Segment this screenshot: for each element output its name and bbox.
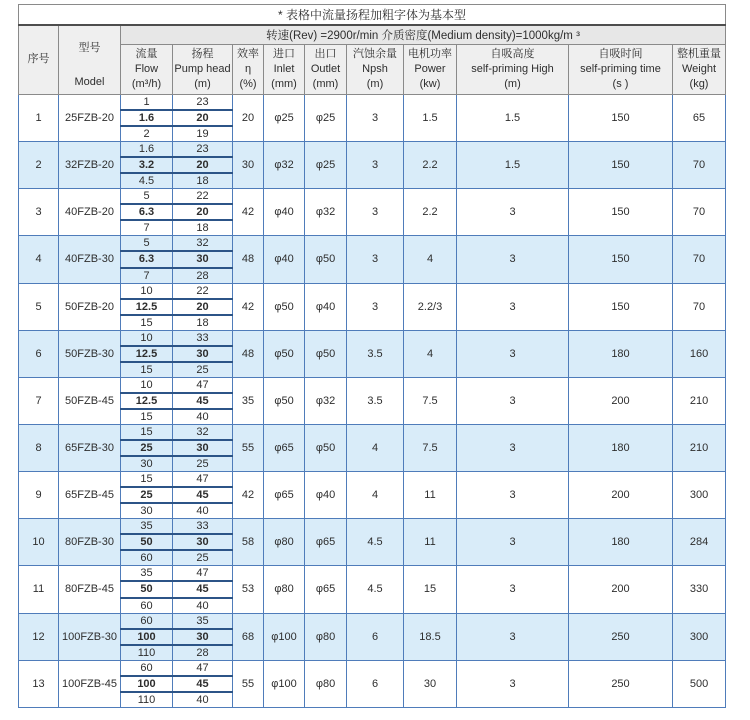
flow-cell: 100 <box>121 676 173 692</box>
priming-time-cell: 150 <box>569 189 673 236</box>
head-cell: 28 <box>173 268 233 284</box>
head-cell: 25 <box>173 456 233 472</box>
table-row <box>19 189 726 205</box>
table-row <box>19 613 726 629</box>
flow-cell: 7 <box>121 268 173 284</box>
model-cell: 65FZB-45 <box>59 472 121 519</box>
table-row <box>19 95 726 111</box>
efficiency-cell: 42 <box>233 472 264 519</box>
flow-cell: 1.6 <box>121 142 173 158</box>
head-cell: 30 <box>173 346 233 362</box>
inlet-cell: φ25 <box>264 95 305 142</box>
col-header-outlet-unit: (mm) <box>312 78 339 90</box>
priming-time-cell: 150 <box>569 236 673 283</box>
flow-cell: 12.5 <box>121 393 173 409</box>
outlet-cell: φ80 <box>305 613 347 660</box>
col-header-power-en: Power <box>414 63 446 75</box>
priming-height-cell: 1.5 <box>457 95 569 142</box>
flow-cell: 25 <box>121 487 173 503</box>
priming-height-cell: 3 <box>457 377 569 424</box>
outlet-cell: φ32 <box>305 189 347 236</box>
efficiency-cell: 42 <box>233 283 264 330</box>
inlet-cell: φ50 <box>264 377 305 424</box>
col-header-weight-unit: (kg) <box>689 78 709 90</box>
flow-cell: 3.2 <box>121 157 173 173</box>
col-header-priming-time <box>569 45 673 95</box>
col-header-no <box>19 25 59 95</box>
table-row <box>19 142 726 158</box>
inlet-cell: φ40 <box>264 236 305 283</box>
col-header-weight <box>673 45 726 95</box>
priming-height-cell: 3 <box>457 236 569 283</box>
outlet-cell: φ50 <box>305 330 347 377</box>
npsh-cell: 4 <box>347 424 404 471</box>
model-cell: 32FZB-20 <box>59 142 121 189</box>
npsh-cell: 4 <box>347 472 404 519</box>
flow-cell: 15 <box>121 424 173 440</box>
table-row <box>19 236 726 252</box>
head-cell: 47 <box>173 660 233 676</box>
outlet-cell: φ50 <box>305 424 347 471</box>
col-header-no-zh: 序号 <box>27 53 50 66</box>
efficiency-cell: 53 <box>233 566 264 613</box>
weight-cell: 330 <box>673 566 726 613</box>
inlet-cell: φ65 <box>264 424 305 471</box>
priming-height-cell: 3 <box>457 613 569 660</box>
row-number-cell: 2 <box>19 142 59 189</box>
npsh-cell: 4.5 <box>347 566 404 613</box>
head-cell: 18 <box>173 220 233 236</box>
weight-cell: 70 <box>673 283 726 330</box>
col-header-head-unit: (m) <box>194 78 211 90</box>
inlet-cell: φ100 <box>264 613 305 660</box>
col-header-head <box>173 45 233 95</box>
efficiency-cell: 68 <box>233 613 264 660</box>
head-cell: 18 <box>173 315 233 331</box>
outlet-cell: φ40 <box>305 472 347 519</box>
flow-cell: 12.5 <box>121 299 173 315</box>
flow-cell: 30 <box>121 456 173 472</box>
flow-cell: 15 <box>121 472 173 488</box>
inlet-cell: φ80 <box>264 519 305 566</box>
power-cell: 1.5 <box>404 95 457 142</box>
head-cell: 45 <box>173 393 233 409</box>
head-cell: 45 <box>173 581 233 597</box>
col-header-head-en: Pump head <box>174 63 231 75</box>
npsh-cell: 3 <box>347 142 404 189</box>
col-header-priming-height-zh: 自吸高度 <box>490 48 535 60</box>
col-header-outlet-zh: 出口 <box>314 48 337 60</box>
flow-cell: 60 <box>121 598 173 614</box>
power-cell: 11 <box>404 472 457 519</box>
row-number-cell: 4 <box>19 236 59 283</box>
outlet-cell: φ65 <box>305 519 347 566</box>
head-cell: 18 <box>173 173 233 189</box>
col-header-model <box>59 25 121 95</box>
row-number-cell: 13 <box>19 660 59 707</box>
col-header-npsh <box>347 45 404 95</box>
col-header-priming-time-zh: 自吸时间 <box>598 48 643 60</box>
model-cell: 25FZB-20 <box>59 95 121 142</box>
model-cell: 65FZB-30 <box>59 424 121 471</box>
row-number-cell: 7 <box>19 377 59 424</box>
col-header-efficiency-unit: (%) <box>239 78 257 90</box>
flow-cell: 10 <box>121 283 173 299</box>
efficiency-cell: 55 <box>233 660 264 707</box>
flow-cell: 6.3 <box>121 204 173 220</box>
inlet-cell: φ50 <box>264 283 305 330</box>
col-header-inlet <box>264 45 305 95</box>
priming-height-cell: 3 <box>457 189 569 236</box>
flow-cell: 15 <box>121 409 173 425</box>
col-header-inlet-unit: (mm) <box>271 78 297 90</box>
weight-cell: 210 <box>673 424 726 471</box>
flow-cell: 35 <box>121 566 173 582</box>
efficiency-cell: 55 <box>233 424 264 471</box>
col-header-weight-en: Weight <box>681 63 717 75</box>
col-header-npsh-en: Npsh <box>362 63 388 75</box>
model-cell: 40FZB-30 <box>59 236 121 283</box>
efficiency-cell: 20 <box>233 95 264 142</box>
head-cell: 20 <box>173 299 233 315</box>
flow-cell: 7 <box>121 220 173 236</box>
priming-height-cell: 1.5 <box>457 142 569 189</box>
model-cell: 80FZB-30 <box>59 519 121 566</box>
row-number-cell: 8 <box>19 424 59 471</box>
npsh-cell: 6 <box>347 613 404 660</box>
weight-cell: 284 <box>673 519 726 566</box>
table-row <box>19 424 726 440</box>
col-header-efficiency-zh: 效率 <box>237 48 259 60</box>
col-header-efficiency <box>233 45 264 95</box>
col-header-flow-unit: (m³/h) <box>131 78 162 90</box>
col-header-priming-height <box>457 45 569 95</box>
flow-cell: 50 <box>121 581 173 597</box>
inlet-cell: φ50 <box>264 330 305 377</box>
efficiency-cell: 58 <box>233 519 264 566</box>
priming-time-cell: 200 <box>569 566 673 613</box>
flow-cell: 35 <box>121 519 173 535</box>
flow-cell: 25 <box>121 440 173 456</box>
head-cell: 30 <box>173 629 233 645</box>
flow-cell: 5 <box>121 236 173 252</box>
npsh-cell: 3 <box>347 95 404 142</box>
efficiency-cell: 48 <box>233 330 264 377</box>
power-cell: 11 <box>404 519 457 566</box>
power-cell: 2.2/3 <box>404 283 457 330</box>
flow-cell: 12.5 <box>121 346 173 362</box>
flow-cell: 1 <box>121 95 173 111</box>
priming-height-cell: 3 <box>457 519 569 566</box>
priming-height-cell: 3 <box>457 424 569 471</box>
npsh-cell: 4.5 <box>347 519 404 566</box>
col-header-weight-zh: 整机重量 <box>677 48 721 60</box>
col-header-priming-height-unit: (m) <box>504 78 521 90</box>
table-row <box>19 519 726 535</box>
outlet-cell: φ65 <box>305 566 347 613</box>
weight-cell: 160 <box>673 330 726 377</box>
col-header-npsh-unit: (m) <box>366 78 384 90</box>
flow-cell: 4.5 <box>121 173 173 189</box>
head-cell: 45 <box>173 487 233 503</box>
flow-cell: 1.6 <box>121 110 173 126</box>
npsh-cell: 3 <box>347 236 404 283</box>
priming-height-cell: 3 <box>457 660 569 707</box>
col-header-power <box>404 45 457 95</box>
head-cell: 47 <box>173 472 233 488</box>
flow-cell: 60 <box>121 550 173 566</box>
npsh-cell: 3 <box>347 189 404 236</box>
col-header-model-zh: 型号 <box>78 41 101 54</box>
col-header-power-zh: 电机功率 <box>408 48 452 60</box>
weight-cell: 300 <box>673 613 726 660</box>
flow-cell: 60 <box>121 613 173 629</box>
head-cell: 40 <box>173 692 233 708</box>
head-cell: 23 <box>173 142 233 158</box>
head-cell: 30 <box>173 440 233 456</box>
power-cell: 30 <box>404 660 457 707</box>
priming-height-cell: 3 <box>457 283 569 330</box>
priming-time-cell: 180 <box>569 519 673 566</box>
flow-cell: 30 <box>121 503 173 519</box>
col-header-priming-height-en: self-priming High <box>471 63 554 75</box>
head-cell: 23 <box>173 95 233 111</box>
flow-cell: 10 <box>121 330 173 346</box>
power-cell: 7.5 <box>404 377 457 424</box>
head-cell: 19 <box>173 126 233 142</box>
npsh-cell: 3.5 <box>347 330 404 377</box>
power-cell: 15 <box>404 566 457 613</box>
col-header-inlet-en: Inlet <box>273 63 295 75</box>
col-header-model-en: Model <box>74 76 105 88</box>
priming-time-cell: 200 <box>569 377 673 424</box>
outlet-cell: φ25 <box>305 142 347 189</box>
row-number-cell: 3 <box>19 189 59 236</box>
priming-time-cell: 150 <box>569 95 673 142</box>
flow-cell: 2 <box>121 126 173 142</box>
head-cell: 40 <box>173 598 233 614</box>
rev-density-note: 转速(Rev) =2900r/min 介质密度(Medium density)=1000kg/m ³ <box>121 25 726 45</box>
weight-cell: 65 <box>673 95 726 142</box>
weight-cell: 210 <box>673 377 726 424</box>
row-number-cell: 6 <box>19 330 59 377</box>
model-cell: 50FZB-30 <box>59 330 121 377</box>
flow-cell: 6.3 <box>121 251 173 267</box>
head-cell: 32 <box>173 236 233 252</box>
flow-cell: 15 <box>121 315 173 331</box>
inlet-cell: φ100 <box>264 660 305 707</box>
priming-time-cell: 150 <box>569 283 673 330</box>
head-cell: 45 <box>173 676 233 692</box>
table-body <box>19 95 726 708</box>
head-cell: 47 <box>173 566 233 582</box>
priming-time-cell: 180 <box>569 330 673 377</box>
row-number-cell: 9 <box>19 472 59 519</box>
outlet-cell: φ32 <box>305 377 347 424</box>
table-title: * 表格中流量扬程加粗字体为基本型 <box>19 5 726 25</box>
row-number-cell: 11 <box>19 566 59 613</box>
table-row <box>19 660 726 676</box>
row-number-cell: 10 <box>19 519 59 566</box>
table-header <box>19 5 726 95</box>
npsh-cell: 6 <box>347 660 404 707</box>
head-cell: 40 <box>173 503 233 519</box>
inlet-cell: φ40 <box>264 189 305 236</box>
power-cell: 4 <box>404 236 457 283</box>
head-cell: 35 <box>173 613 233 629</box>
head-cell: 20 <box>173 110 233 126</box>
weight-cell: 70 <box>673 189 726 236</box>
model-cell: 50FZB-20 <box>59 283 121 330</box>
model-cell: 100FZB-30 <box>59 613 121 660</box>
head-cell: 22 <box>173 283 233 299</box>
outlet-cell: φ25 <box>305 95 347 142</box>
col-header-priming-time-unit: (s ) <box>612 78 629 90</box>
priming-time-cell: 250 <box>569 613 673 660</box>
npsh-cell: 3 <box>347 283 404 330</box>
weight-cell: 70 <box>673 236 726 283</box>
flow-cell: 60 <box>121 660 173 676</box>
row-number-cell: 5 <box>19 283 59 330</box>
head-cell: 32 <box>173 424 233 440</box>
head-cell: 20 <box>173 204 233 220</box>
power-cell: 2.2 <box>404 142 457 189</box>
row-number-cell: 12 <box>19 613 59 660</box>
table-row <box>19 283 726 299</box>
outlet-cell: φ40 <box>305 283 347 330</box>
model-cell: 50FZB-45 <box>59 377 121 424</box>
outlet-cell: φ50 <box>305 236 347 283</box>
pump-spec-table <box>18 4 726 708</box>
efficiency-cell: 42 <box>233 189 264 236</box>
weight-cell: 300 <box>673 472 726 519</box>
inlet-cell: φ32 <box>264 142 305 189</box>
head-cell: 25 <box>173 362 233 378</box>
head-cell: 33 <box>173 519 233 535</box>
head-cell: 20 <box>173 157 233 173</box>
model-cell: 80FZB-45 <box>59 566 121 613</box>
table-row <box>19 330 726 346</box>
model-cell: 40FZB-20 <box>59 189 121 236</box>
col-header-power-unit: (kw) <box>419 78 441 90</box>
priming-time-cell: 150 <box>569 142 673 189</box>
efficiency-cell: 35 <box>233 377 264 424</box>
flow-cell: 110 <box>121 692 173 708</box>
table-row <box>19 566 726 582</box>
head-cell: 25 <box>173 550 233 566</box>
outlet-cell: φ80 <box>305 660 347 707</box>
flow-cell: 110 <box>121 645 173 661</box>
col-header-priming-time-en: self-priming time <box>580 63 661 75</box>
table-row <box>19 377 726 393</box>
priming-height-cell: 3 <box>457 566 569 613</box>
flow-cell: 10 <box>121 377 173 393</box>
priming-height-cell: 3 <box>457 472 569 519</box>
col-header-flow-en: Flow <box>134 63 159 75</box>
efficiency-cell: 30 <box>233 142 264 189</box>
power-cell: 4 <box>404 330 457 377</box>
efficiency-cell: 48 <box>233 236 264 283</box>
power-cell: 2.2 <box>404 189 457 236</box>
flow-cell: 5 <box>121 189 173 205</box>
power-cell: 7.5 <box>404 424 457 471</box>
head-cell: 47 <box>173 377 233 393</box>
col-header-outlet <box>305 45 347 95</box>
col-header-flow-zh: 流量 <box>135 48 158 60</box>
npsh-cell: 3.5 <box>347 377 404 424</box>
head-cell: 33 <box>173 330 233 346</box>
power-cell: 18.5 <box>404 613 457 660</box>
weight-cell: 500 <box>673 660 726 707</box>
col-header-efficiency-en: η <box>244 63 252 75</box>
priming-time-cell: 200 <box>569 472 673 519</box>
col-header-flow <box>121 45 173 95</box>
head-cell: 28 <box>173 645 233 661</box>
inlet-cell: φ65 <box>264 472 305 519</box>
col-header-outlet-en: Outlet <box>310 63 341 75</box>
priming-time-cell: 180 <box>569 424 673 471</box>
head-cell: 30 <box>173 251 233 267</box>
table-row <box>19 472 726 488</box>
head-cell: 22 <box>173 189 233 205</box>
head-cell: 30 <box>173 534 233 550</box>
col-header-npsh-zh: 汽蚀余量 <box>353 48 397 60</box>
flow-cell: 100 <box>121 629 173 645</box>
flow-cell: 50 <box>121 534 173 550</box>
weight-cell: 70 <box>673 142 726 189</box>
flow-cell: 15 <box>121 362 173 378</box>
col-header-head-zh: 扬程 <box>191 48 214 60</box>
priming-time-cell: 250 <box>569 660 673 707</box>
inlet-cell: φ80 <box>264 566 305 613</box>
col-header-inlet-zh: 进口 <box>273 48 295 60</box>
row-number-cell: 1 <box>19 95 59 142</box>
model-cell: 100FZB-45 <box>59 660 121 707</box>
head-cell: 40 <box>173 409 233 425</box>
priming-height-cell: 3 <box>457 330 569 377</box>
